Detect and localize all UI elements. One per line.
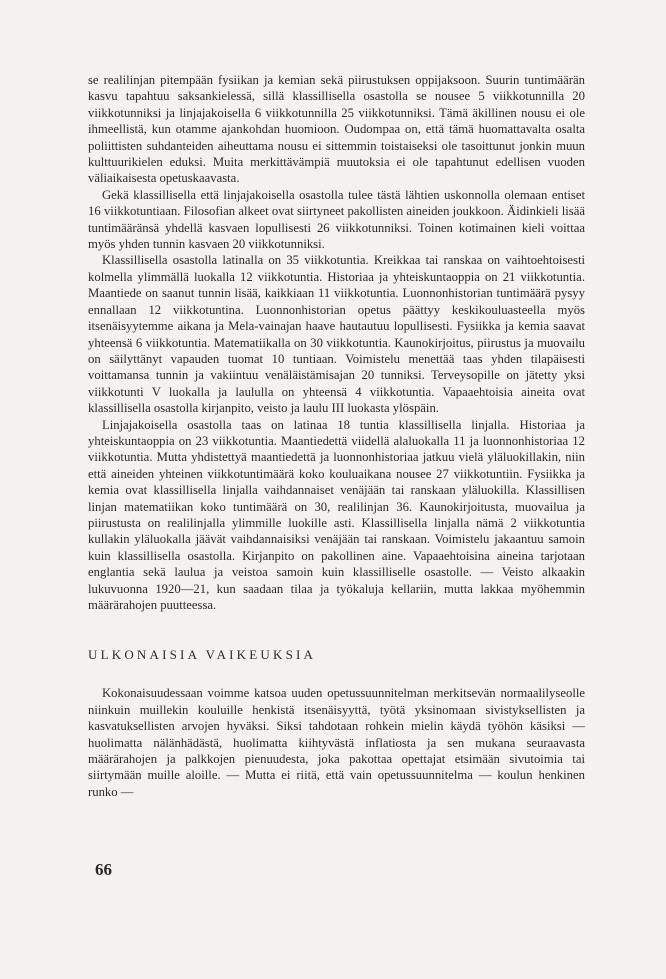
page-number: 66 <box>95 860 112 879</box>
paragraph-line-section: Linjajakoisella osastolla taas on latinaa 18 tuntia klassillisella linjalla. Historiaa ja yhteiskuntaoppia on 23 viikkotuntia. Maantiedettä viidellä alaluokalla 11 ja luonnonhistoriaa 12 viikkotuntia. Mutta yhdistettyä maantiedettä ja luonnonhistoriaa jatkuu vielä yläluokillakin, niin että aineiden yhteinen viikkotuntimäärä koko kouluaikana nousee 27 viikkotuntiin. Fysiikka ja kemia ovat klassillisella linjalla vaihdannaiset venäjään tai ranskaan yläluokilla. Klassillisen linjan matematiikan koko tuntimäärä on 30, realilinjan 36. Kaunokirjoitusta, muovailua ja piirustusta on realilinjalla ylimmille luokille asti. Klassillisella linjalla nämä 2 viikkotuntia kullakin yläluokalla jäävät vaihdannaisiksi venäjään tai ranskaan. Voimistelu jakaantuu samoin kuin klassillisella osastolla. Kirjanpito on pakollinen aine. Vapaaehtoisina aineina tarjotaan englantia sekä laulua ja veistoa samoin kuin klassilliselle osastolle. — Veisto alkaakin lukuvuonna 1920—21, kun saadaan tilaa ja työkaluja kellariin, mutta lakkaa myöhemmin määrärahojen puutteessa. <box>88 417 585 612</box>
paragraph-section-intro: Kokonaisuudessaan voimme katsoa uuden opetussuunnitelman merkitsevän normaalilyseolle niinkuin muillekin kouluille henkistä itsenäisyyttä, työtä yksinomaan sivistyksellisten ja kasvatuksellisten arvojen hyväksi. Siksi tahdotaan rohkein mielin käydä työhön käsiksi — huolimatta nälänhädästä, huolimatta kiihtyvästä inflatiosta ja sen mukana seuraavasta määrärahojen ja palkkojen pienuudesta, joka pakottaa opettajat etsimään sivutoimia tai siirtymään muille aloille. — Mutta ei riitä, että vain opetussuunnitelma — koulun henkinen runko — <box>88 686 585 799</box>
section-heading: ULKONAISIA VAIKEUKSIA <box>88 647 317 663</box>
text-column <box>88 72 585 800</box>
paragraph-subjects: Gekä klassillisella että linjajakoisella osastolla tulee tästä lähtien uskonnolla olemaan entiset 16 viikkotuntiaan. Filosofian alkeet ovat siirtyneet pakollisten aineiden joukkoon. Äidinkieli lisää tuntimääränsä yhdellä kasvaen lopullisesti 26 viikkotunniksi. Toinen kotimainen kieli voittaa myös yhden tunnin kasvaen 20 viikkotunniksi. <box>88 187 585 252</box>
paragraph-classical-section: Klassillisella osastolla latinalla on 35 viikkotuntia. Kreikkaa tai ranskaa on vaihtoehtoisesti kolmella ylimmällä luokalla 12 viikkotuntia. Historiaa ja yhteiskuntaoppia on 21 viikkotuntia. Maantiede on saanut tunnin lisää, kaikkiaan 11 viikkotuntia. Luonnonhistorian tuntimäärä pysyy ennallaan 12 viikkotuntina. Luonnonhistorian opetus päättyy keskikouluasteella myös itsenäisyytemme aikana ja Mela-vainajan haave hautautuu lopullisesti. Fysiikka ja kemia saavat yhteensä 6 viikkotuntia. Matematiikalla on 30 viikkotuntia. Kaunokirjoitus, piirustus ja muovailu on säilyttänyt vapauden tuomat 10 tuntiaan. Voimistelu menettää taas yhden tilapäisesti voittamansa tunnin ja vakiintuu venäläistämisajan 20 tunniksi. Terveysopille on jätetty yksi viikkotunti V luokalla ja laululla on yhteensä 4 viikkotuntia. Vapaaehtoisia aineita ovat klassillisella osastolla kirjanpito, veisto ja laulu III luokasta ylöspäin. <box>88 253 585 416</box>
paragraph-continuation: se realilinjan pitempään fysiikan ja kemian sekä piirustuksen oppijaksoon. Suurin tuntimäärän kasvu tapahtuu saksankielessä, sillä klassillisella osastolla se nousee 5 viikkotunnilla 20 viikkotunniksi ja linjajakoisella 6 viikkotunnilla 25 viikkotunniksi. Tämä äkillinen nousu ei ole ihmeellistä, kun otamme ajankohdan huomioon. Oudompaa on, että tämä huomattavalta osalta poliittisten suhdanteiden aiheuttama nousu ei sittemmin toistaiseksi ole tasoittunut jonkin muun kulttuurikielen eduksi. Muita merkittävämpiä muutoksia ei ole tapahtunut edellisen vuoden väliaikaisesta opetuskaavasta. <box>88 73 585 186</box>
